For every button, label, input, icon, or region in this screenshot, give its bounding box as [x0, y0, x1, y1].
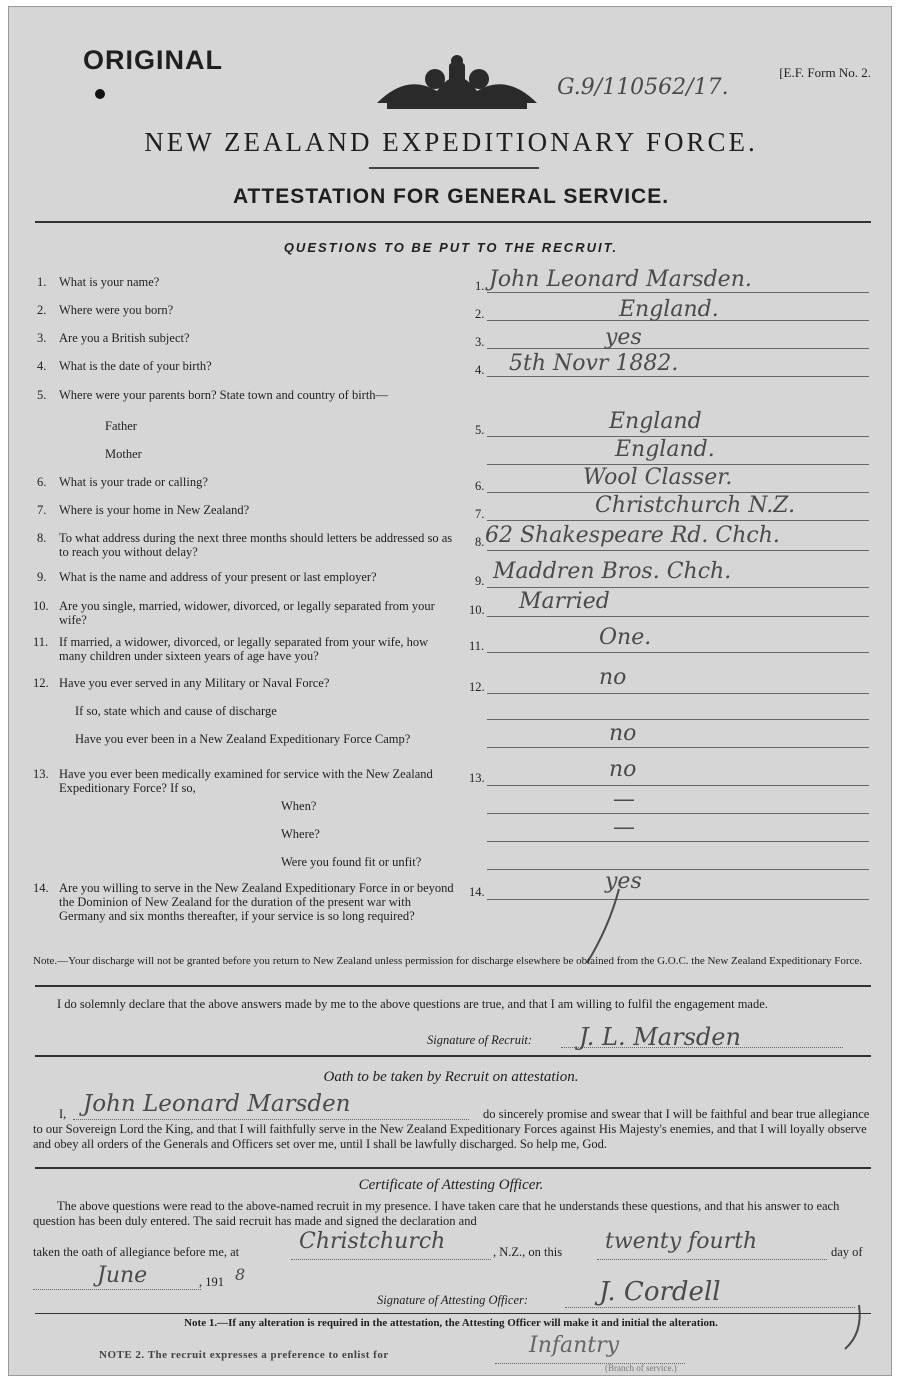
- q13-fit-line: [487, 869, 869, 870]
- q10-answer: Married: [519, 589, 610, 614]
- q13-where-answer: —: [613, 815, 635, 840]
- q1-answer: John Leonard Marsden.: [489, 267, 752, 292]
- q1-number: 1.: [37, 275, 47, 289]
- q13-fit-label: Were you found fit or unfit?: [281, 855, 422, 869]
- q3-number: 3.: [37, 331, 47, 345]
- q12-sub2-answer: no: [609, 721, 637, 746]
- q7-answer: Christchurch N.Z.: [595, 493, 796, 518]
- q5-mother-answer: England.: [615, 437, 715, 462]
- q6-text: What is your trade or calling?: [59, 475, 208, 489]
- q2-number: 2.: [37, 303, 47, 317]
- q14-number: 14.: [33, 881, 49, 895]
- discharge-note: Note.—Your discharge will not be granted before you return to New Zealand unless permission for discharge elsewhere be obtained from the G.O.C. the New Zealand Expeditionary Force.: [33, 955, 863, 967]
- q11-text: If married, a widower, divorced, or legally separated from your wife, how many children under sixteen years of age have you?: [59, 635, 429, 663]
- oath-text: do sincerely promise and swear that I will be faithful and bear true allegiance to our Sovereign Lord the King, and that I will faithfully serve in the New Zealand Expeditionary Forces against His Majesty's enemies, and that I will loyally observe and obey all orders of the Generals and Officers set over me, until I shall be lawfully discharged. So help me, God.: [33, 1107, 870, 1151]
- q7-text: Where is your home in New Zealand?: [59, 503, 250, 517]
- q5-number: 5.: [37, 388, 47, 402]
- recruit-signature: J. L. Marsden: [579, 1023, 741, 1051]
- q3-text: Are you a British subject?: [59, 331, 190, 345]
- q11-answer-number: 11.: [469, 639, 485, 653]
- q2-answer-number: 2.: [475, 307, 485, 321]
- year-digit: 8: [235, 1265, 246, 1284]
- branch-label: (Branch of service.): [605, 1363, 677, 1373]
- oath-heading: Oath to be taken by Recruit on attestation.: [323, 1069, 579, 1085]
- form-subtitle: ATTESTATION FOR GENERAL SERVICE.: [232, 185, 670, 208]
- attestation-month: June: [97, 1263, 148, 1288]
- q13-answer: no: [609, 757, 637, 782]
- oath-i: I,: [59, 1107, 67, 1121]
- q12-answer: no: [599, 665, 627, 690]
- q14-answer: yes: [605, 869, 642, 894]
- q8-answer-line: [487, 550, 869, 551]
- recruit-signature-label: Signature of Recruit:: [427, 1033, 533, 1047]
- q13-answer-line: [487, 785, 869, 786]
- q4-text: What is the date of your birth?: [59, 359, 212, 373]
- q4-answer-line: [487, 376, 869, 377]
- q11-answer: One.: [599, 625, 652, 650]
- q13-where-line: [487, 841, 869, 842]
- divider: [35, 221, 871, 223]
- officer-signature: J. Cordell: [599, 1277, 721, 1307]
- certificate-heading: Certificate of Attesting Officer.: [358, 1177, 544, 1193]
- q3-answer-line: [487, 348, 869, 349]
- q7-number: 7.: [37, 503, 47, 517]
- q12-sub2-line: [487, 747, 869, 748]
- original-stamp: ORIGINAL: [83, 45, 223, 75]
- q1-answer-number: 1.: [475, 279, 485, 293]
- declaration-text: I do solemnly declare that the above answers made by me to the above questions are true, and that I am willing to fulfil the engagement made.: [57, 997, 768, 1011]
- q8-text: To what address during the next three months should letters be addressed so as to reach you without delay?: [59, 531, 453, 559]
- q10-answer-number: 10.: [469, 603, 485, 617]
- royal-crest-icon: [367, 53, 547, 115]
- divider: [35, 1167, 871, 1169]
- q9-text: What is the name and address of your present or last employer?: [59, 570, 377, 584]
- q12-sub2-text: Have you ever been in a New Zealand Expeditionary Force Camp?: [75, 732, 411, 746]
- q14-answer-number: 14.: [469, 885, 485, 899]
- questions-heading: QUESTIONS TO BE PUT TO THE RECRUIT.: [283, 240, 619, 255]
- note-1: Note 1.—If any alteration is required in the attestation, the Attesting Officer will make it and initial the alteration.: [184, 1317, 718, 1329]
- q8-answer-number: 8.: [475, 535, 485, 549]
- q12-answer-line: [487, 693, 869, 694]
- q12-sub1-line: [487, 719, 869, 720]
- q13-when-answer: —: [613, 787, 635, 812]
- title-rule: [369, 167, 539, 169]
- q9-answer-number: 9.: [475, 574, 485, 588]
- q3-answer: yes: [605, 325, 642, 350]
- form-number: [E.F. Form No. 2.: [779, 65, 871, 80]
- day-line: [597, 1259, 827, 1260]
- q13-when-label: When?: [281, 799, 317, 813]
- divider: [35, 1313, 871, 1314]
- q13-answer-number: 13.: [469, 771, 485, 785]
- q5-mother-label: Mother: [105, 447, 142, 461]
- q11-answer-line: [487, 652, 869, 653]
- q5-father-label: Father: [105, 419, 137, 433]
- q10-number: 10.: [33, 599, 49, 613]
- q9-number: 9.: [37, 570, 47, 584]
- q10-text: Are you single, married, widower, divorced, or legally separated from your wife?: [59, 599, 435, 627]
- q14-text: Are you willing to serve in the New Zealand Expeditionary Force in or beyond the Dominion of New Zealand for the duration of the present war with Germany and six months thereafter, if your service is so long required?: [59, 881, 454, 923]
- divider: [35, 985, 871, 987]
- q9-answer-line: [487, 587, 869, 588]
- attestation-place: Christchurch: [299, 1229, 446, 1254]
- q12-text: Have you ever served in any Military or Naval Force?: [59, 676, 330, 690]
- month-line: [33, 1289, 201, 1290]
- q2-answer: England.: [619, 297, 719, 322]
- q9-answer: Maddren Bros. Chch.: [493, 559, 732, 584]
- q14-answer-line: [487, 899, 869, 900]
- q12-answer-number: 12.: [469, 680, 485, 694]
- q5-answer-number: 5.: [475, 423, 485, 437]
- nz-on-this-text: , N.Z., on this: [493, 1245, 563, 1259]
- q11-number: 11.: [33, 635, 49, 649]
- attestation-form: [8, 6, 892, 1376]
- divider: [35, 1055, 871, 1057]
- q12-sub1-text: If so, state which and cause of discharge: [75, 704, 277, 718]
- q7-answer-line: [487, 520, 869, 521]
- oath-before-text: taken the oath of allegiance before me, at: [33, 1245, 240, 1259]
- certificate-text: The above questions were read to the above-named recruit in my presence. I have taken care that he understands these questions, and that his answer to each question has been duly entered. The said recruit has made and signed the declaration and: [33, 1199, 840, 1228]
- year-prefix: , 191: [199, 1275, 224, 1289]
- q8-answer: 62 Shakespeare Rd. Chch.: [485, 523, 780, 548]
- branch-of-service: Infantry: [529, 1333, 620, 1358]
- q6-answer: Wool Classer.: [583, 465, 733, 490]
- officer-signature-label: Signature of Attesting Officer:: [377, 1293, 529, 1307]
- q13-text: Have you ever been medically examined for service with the New Zealand Expeditionary Force? If so,: [59, 767, 433, 795]
- q13-where-label: Where?: [281, 827, 320, 841]
- q5-father-answer: England: [609, 409, 702, 434]
- q5-text: Where were your parents born? State town and country of birth—: [59, 388, 389, 402]
- registry-reference: G.9/110562/17.: [557, 75, 729, 100]
- note-2: NOTE 2. The recruit expresses a preference to enlist for: [99, 1349, 389, 1361]
- q7-answer-number: 7.: [475, 507, 485, 521]
- officer-signature-line: [565, 1307, 855, 1308]
- day-of-text: day of: [831, 1245, 863, 1259]
- q12-number: 12.: [33, 676, 49, 690]
- q1-text: What is your name?: [59, 275, 160, 289]
- q13-number: 13.: [33, 767, 49, 781]
- q13-when-line: [487, 813, 869, 814]
- q1-answer-line: [487, 292, 869, 293]
- q4-answer-number: 4.: [475, 363, 485, 377]
- form-title: NEW ZEALAND EXPEDITIONARY FORCE.: [144, 127, 758, 157]
- q3-answer-number: 3.: [475, 335, 485, 349]
- attestation-day: twenty fourth: [605, 1229, 758, 1254]
- q10-answer-line: [487, 616, 869, 617]
- q4-number: 4.: [37, 359, 47, 373]
- q2-text: Where were you born?: [59, 303, 174, 317]
- ink-dot: [95, 89, 105, 99]
- q8-number: 8.: [37, 531, 47, 545]
- place-line: [291, 1259, 491, 1260]
- oath-recruit-name: John Leonard Marsden: [83, 1091, 351, 1117]
- q6-number: 6.: [37, 475, 47, 489]
- q6-answer-number: 6.: [475, 479, 485, 493]
- q4-answer: 5th Novr 1882.: [509, 351, 679, 376]
